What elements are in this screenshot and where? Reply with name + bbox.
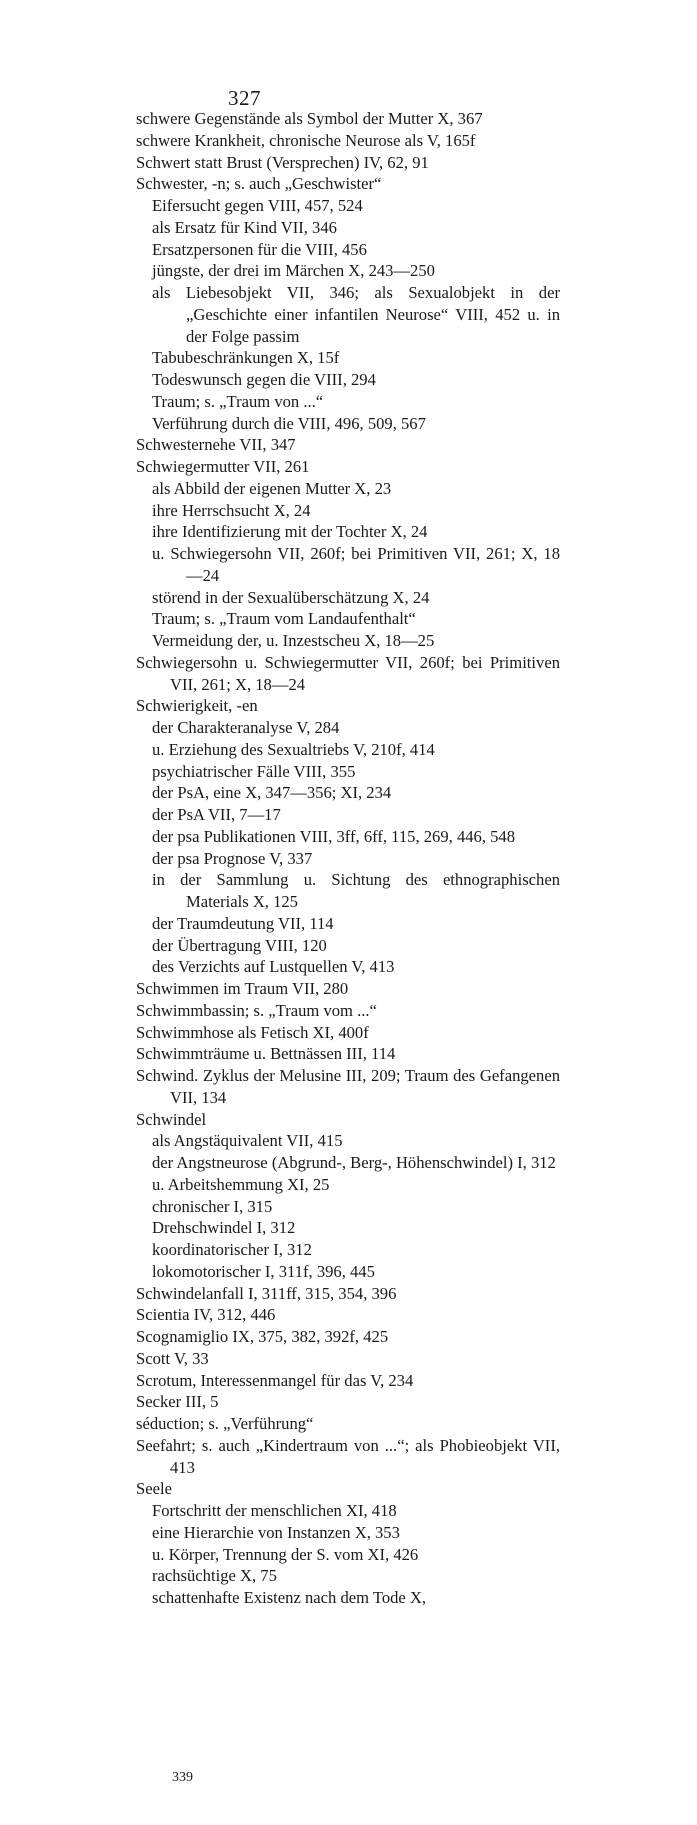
index-entry: Scientia IV, 312, 446 (136, 1305, 276, 1325)
index-entry: Traum; s. „Traum vom Landaufenthalt“ (152, 609, 416, 629)
index-entry: Schwiegersohn u. Schwiegermutter VII, 260f; bei Primitiven VII, 261; X, 18—24 (136, 652, 560, 694)
index-entry: lokomotorischer I, 311f, 396, 445 (152, 1261, 375, 1281)
index-entry: jüngste, der drei im Märchen X, 243—250 (152, 261, 435, 281)
index-entry: Scognamiglio IX, 375, 382, 392f, 425 (136, 1327, 389, 1346)
index-entry: der Angstneurose (Abgrund-, Berg-, Höhenschwindel) I, 312 (152, 1153, 556, 1172)
index-entry: séduction; s. „Verführung“ (136, 1414, 314, 1433)
index-entry: Schwierigkeit, -en (136, 696, 258, 716)
index-entry: ihre Herrschsucht X, 24 (152, 500, 311, 520)
index-entry: Seefahrt; s. auch „Kindertraum von ...“; als Phobieobjekt VII, 413 (136, 1435, 560, 1477)
index-entry: Drehschwindel I, 312 (152, 1218, 296, 1238)
index-entry: Todeswunsch gegen die VIII, 294 (152, 370, 376, 389)
page-number: 327 (228, 86, 261, 110)
index-entry: Traum; s. „Traum von ...“ (152, 391, 324, 411)
index-entry: schwere Gegenstände als Symbol der Mutter X, 367 (136, 109, 483, 128)
index-entry: Verführung durch die VIII, 496, 509, 567 (152, 413, 426, 433)
index-entry: der Charakteranalyse V, 284 (152, 718, 340, 737)
index-entry: Schwesternehe VII, 347 (136, 435, 296, 455)
index-entry: chronischer I, 315 (152, 1196, 273, 1216)
index-entry: Schwert statt Brust (Versprechen) IV, 62, 91 (136, 152, 429, 172)
index-entry: als Ersatz für Kind VII, 346 (152, 217, 337, 237)
index-entry: u. Schwiegersohn VII, 260f; bei Primitiven VII, 261; X, 18—24 (152, 544, 560, 585)
index-entry: koordinatorischer I, 312 (152, 1240, 312, 1259)
index-entry: der psa Publikationen VIII, 3ff, 6ff, 115, 269, 446, 548 (152, 826, 516, 846)
index-entry: der PsA VII, 7—17 (152, 805, 281, 824)
index-entry: u. Erziehung des Sexualtriebs V, 210f, 414 (152, 739, 435, 759)
index-entry: Scott V, 33 (136, 1348, 209, 1368)
index-entry: der psa Prognose V, 337 (152, 848, 313, 868)
index-entry: Ersatzpersonen für die VIII, 456 (152, 239, 367, 259)
index-entry: Seele (136, 1479, 172, 1499)
index-entry: eine Hierarchie von Instanzen X, 353 (152, 1522, 400, 1542)
index-entry: Schwimmbassin; s. „Traum vom ...“ (136, 1000, 377, 1020)
index-entry: der PsA, eine X, 347—356; XI, 234 (152, 783, 392, 803)
index-entry: Scrotum, Interessenmangel für das V, 234 (136, 1370, 414, 1390)
index-column (136, 108, 560, 1609)
index-entry: störend in der Sexualüberschätzung X, 24 (152, 587, 430, 607)
index-entry: Schwimmträume u. Bettnässen III, 114 (136, 1044, 396, 1064)
index-entry: Schwimmhose als Fetisch XI, 400f (136, 1022, 369, 1042)
index-entry: Secker III, 5 (136, 1392, 219, 1412)
index-entry: als Liebesobjekt VII, 346; als Sexualobjekt in der „Geschichte einer infantilen Neurose“ VIII, 452 u. in der Folge passim (152, 283, 560, 346)
index-entry: rachsüchtige X, 75 (152, 1566, 277, 1586)
index-entry: des Verzichts auf Lustquellen V, 413 (152, 957, 395, 977)
index-entry: Eifersucht gegen VIII, 457, 524 (152, 196, 363, 215)
index-entry: Schwind. Zyklus der Melusine III, 209; Traum des Gefangenen VII, 134 (136, 1066, 560, 1107)
index-entry: Tabubeschränkungen X, 15f (152, 348, 340, 368)
index-entry: der Traumdeutung VII, 114 (152, 913, 334, 933)
index-entry: als Abbild der eigenen Mutter X, 23 (152, 478, 392, 498)
index-entry: psychiatrischer Fälle VIII, 355 (152, 761, 356, 781)
index-entry: der Übertragung VIII, 120 (152, 935, 327, 955)
index-entry: Schwindel (136, 1109, 207, 1129)
index-entry: als Angstäquivalent VII, 415 (152, 1131, 343, 1151)
index-entry: Schwindelanfall I, 311ff, 315, 354, 396 (136, 1283, 397, 1303)
index-entry: Schwester, -n; s. auch „Geschwister“ (136, 174, 382, 194)
index-entry: in der Sammlung u. Sichtung des ethnographischen Materials X, 125 (152, 870, 560, 911)
index-entry: ihre Identifizierung mit der Tochter X, 24 (152, 522, 428, 542)
index-entry: Schwiegermutter VII, 261 (136, 457, 310, 476)
index-entry: schattenhafte Existenz nach dem Tode X, (152, 1588, 427, 1607)
index-entry: u. Körper, Trennung der S. vom XI, 426 (152, 1544, 419, 1564)
index-entry: Schwimmen im Traum VII, 280 (136, 979, 349, 998)
index-entry: u. Arbeitshemmung XI, 25 (152, 1174, 330, 1194)
index-entry: Vermeidung der, u. Inzestscheu X, 18—25 (152, 631, 435, 650)
index-entry: schwere Krankheit, chronische Neurose als V, 165f (136, 130, 476, 150)
index-entry: Fortschritt der menschlichen XI, 418 (152, 1501, 397, 1520)
footer-number: 339 (172, 1770, 193, 1785)
